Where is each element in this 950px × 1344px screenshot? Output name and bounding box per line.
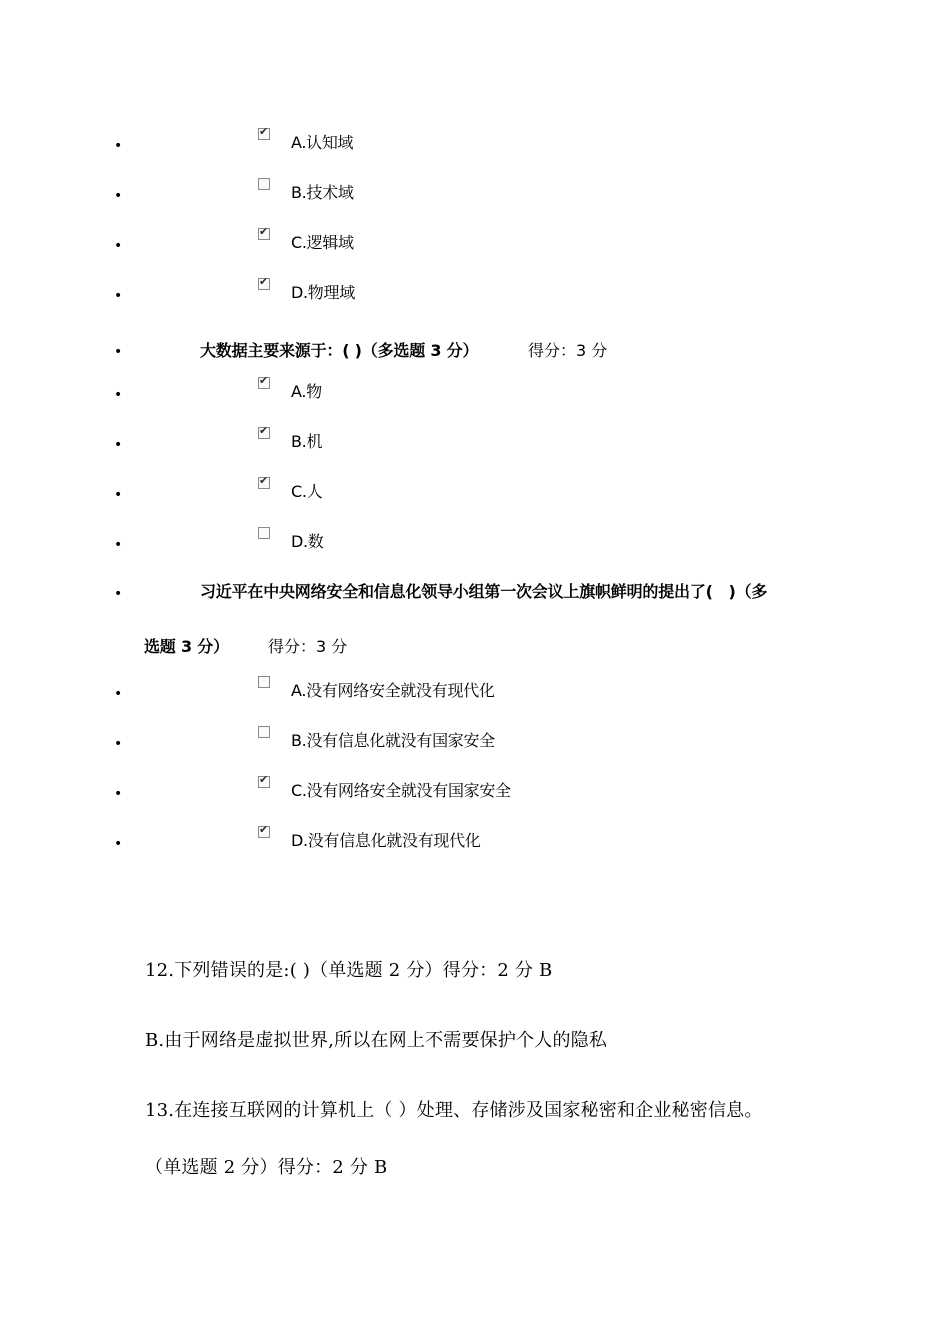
checkbox[interactable] (258, 424, 270, 439)
checkbox[interactable] (258, 726, 270, 738)
option-c[interactable] (258, 773, 511, 800)
question-title-cont: 选题 3 分） (144, 637, 229, 656)
check-icon: ✔ (259, 374, 269, 387)
check-icon: ✔ (259, 125, 269, 138)
list-bullet: • (114, 586, 123, 602)
option-label: C.人 (291, 481, 323, 501)
checkbox[interactable] (258, 374, 270, 389)
list-bullet: • (114, 238, 123, 254)
question-12-answer: B.由于网络是虚拟世界,所以在网上不需要保护个人的隐私 (145, 1030, 608, 1051)
checkbox[interactable] (258, 773, 270, 788)
option-b[interactable] (258, 424, 323, 451)
checkbox[interactable] (258, 676, 270, 688)
option-b[interactable] (258, 180, 354, 202)
option-label: C.没有网络安全就没有国家安全 (291, 780, 511, 800)
option-b[interactable] (258, 728, 495, 750)
option-label: B.机 (291, 431, 323, 451)
question-12: 12.下列错误的是:( )（单选题 2 分）得分：2 分 B (145, 960, 553, 981)
question-score: 得分：3 分 (528, 341, 608, 360)
option-a[interactable] (258, 678, 495, 700)
option-a[interactable] (258, 125, 354, 152)
option-label: C.逻辑域 (291, 232, 354, 252)
list-bullet: • (114, 344, 123, 360)
option-label: A.没有网络安全就没有现代化 (291, 680, 495, 700)
check-icon: ✔ (259, 823, 269, 836)
option-label: B.没有信息化就没有国家安全 (291, 730, 495, 750)
list-bullet: • (114, 686, 123, 702)
check-icon: ✔ (259, 474, 269, 487)
check-icon: ✔ (259, 275, 269, 288)
checkbox[interactable] (258, 125, 270, 140)
list-bullet: • (114, 188, 123, 204)
list-bullet: • (114, 537, 123, 553)
list-bullet: • (114, 836, 123, 852)
option-d[interactable] (258, 529, 324, 551)
option-c[interactable] (258, 225, 354, 252)
list-bullet: • (114, 288, 123, 304)
check-icon: ✔ (259, 424, 269, 437)
checkbox[interactable] (258, 178, 270, 190)
option-label: D.没有信息化就没有现代化 (291, 830, 481, 850)
checkbox[interactable] (258, 225, 270, 240)
question-title: 大数据主要来源于：( )（多选题 3 分） (200, 341, 479, 360)
option-d[interactable] (258, 275, 355, 302)
question-13-score: （单选题 2 分）得分：2 分 B (145, 1157, 388, 1178)
question-title: 习近平在中央网络安全和信息化领导小组第一次会议上旗帜鲜明的提出了( )（多 (200, 582, 768, 601)
checkbox[interactable] (258, 275, 270, 290)
option-c[interactable] (258, 474, 323, 501)
list-bullet: • (114, 437, 123, 453)
question-score: 得分：3 分 (268, 637, 348, 656)
option-label: D.物理域 (291, 282, 355, 302)
check-icon: ✔ (259, 773, 269, 786)
list-bullet: • (114, 786, 123, 802)
option-label: A.物 (291, 381, 322, 401)
list-bullet: • (114, 487, 123, 503)
list-bullet: • (114, 387, 123, 403)
option-label: B.技术域 (291, 182, 354, 202)
list-bullet: • (114, 138, 123, 154)
option-label: D.数 (291, 531, 324, 551)
checkbox[interactable] (258, 823, 270, 838)
question-13: 13.在连接互联网的计算机上（ ）处理、存储涉及国家秘密和企业秘密信息。 (145, 1100, 763, 1121)
option-a[interactable] (258, 374, 322, 401)
check-icon: ✔ (259, 225, 269, 238)
option-d[interactable] (258, 823, 481, 850)
checkbox[interactable] (258, 527, 270, 539)
checkbox[interactable] (258, 474, 270, 489)
list-bullet: • (114, 736, 123, 752)
option-label: A.认知域 (291, 132, 354, 152)
